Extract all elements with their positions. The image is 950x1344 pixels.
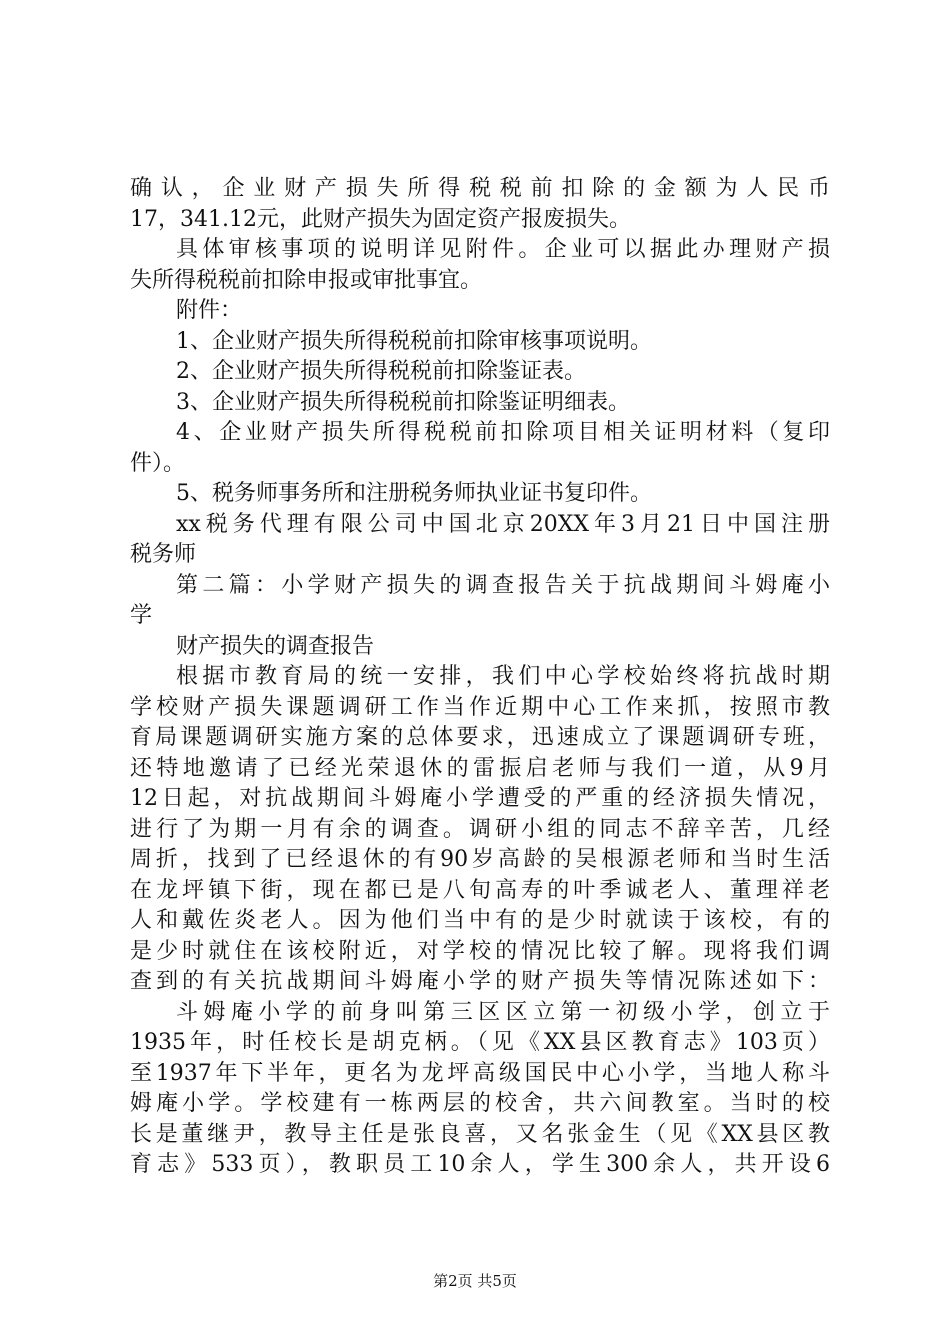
text-line: 人和戴佐炎老人。因为他们当中有的是少时就读于该校，有的 (130, 908, 830, 933)
text-line: 查到的有关抗战期间斗姆庵小学的财产损失等情况陈述如下： (130, 969, 830, 994)
text-line: 件）。 (130, 450, 186, 476)
text-line: 是少时就住在该校附近，对学校的情况比较了解。现将我们调 (130, 938, 830, 964)
text-line: 17，341.12元，此财产损失为固定资产报废损失。 (130, 206, 631, 232)
text-line: 长是董继尹，教导主任是张良喜，又名张金生（见《XX县区教 (130, 1121, 830, 1147)
text-line: xx税务代理有限公司中国北京20XX年3月21日中国注册 (176, 511, 830, 537)
section-heading: 第二篇：小学财产损失的调查报告关于抗战期间斗姆庵小 (176, 572, 830, 598)
text-line: 在龙坪镇下街，现在都已是八旬高寿的叶季诚老人、董理祥老 (130, 877, 830, 903)
page-number-footer: 第2页 共5页 (433, 1272, 517, 1290)
text-line: 学校财产损失课题调研工作当作近期中心工作来抓，按照市教 (130, 694, 830, 720)
text-line: 4、企业财产损失所得税税前扣除项目相关证明材料（复印 (176, 420, 830, 445)
text-line: 斗姆庵小学的前身叫第三区区立第一初级小学，创立于 (176, 999, 830, 1025)
text-line: 至1937年下半年，更名为龙坪高级国民中心小学，当地人称斗 (130, 1060, 830, 1086)
text-line: 周折，找到了已经退休的有90岁高龄的吴根源老师和当时生活 (130, 847, 830, 872)
text-line: 附件： (176, 298, 243, 323)
text-line: 确认，企业财产损失所得税税前扣除的金额为人民币 (130, 176, 830, 201)
document-body (130, 174, 830, 1181)
text-line: 育志》533页），教职员工10余人，学生300余人，共开设6 (130, 1152, 830, 1177)
text-line: 5、税务师事务所和注册税务师执业证书复印件。 (176, 481, 652, 506)
text-line: 12日起，对抗战期间斗姆庵小学遭受的严重的经济损失情况， (130, 786, 830, 811)
report-title: 财产损失的调查报告 (176, 633, 375, 659)
text-line: 3、企业财产损失所得税税前扣除鉴证明细表。 (176, 389, 630, 415)
text-line: 失所得税税前扣除申报或审批事宜。 (130, 267, 483, 293)
text-line: 1、企业财产损失所得税税前扣除审核事项说明。 (176, 328, 652, 354)
text-line: 姆庵小学。学校建有一栋两层的校舍，共六间教室。当时的校 (130, 1091, 830, 1116)
text-line: 育局课题调研实施方案的总体要求，迅速成立了课题调研专班， (130, 725, 830, 750)
text-line: 还特地邀请了已经光荣退休的雷振启老师与我们一道，从9月 (130, 755, 830, 781)
section-heading-continued: 学 (130, 603, 153, 628)
text-line: 2、企业财产损失所得税税前扣除鉴证表。 (176, 359, 586, 384)
text-line: 税务师 (130, 542, 197, 567)
text-line: 根据市教育局的统一安排，我们中心学校始终将抗战时期 (176, 664, 830, 689)
text-line: 具体审核事项的说明详见附件。企业可以据此办理财产损 (176, 237, 830, 262)
text-line: 1935年，时任校长是胡克柄。（见《XX县区教育志》103页） (130, 1030, 830, 1055)
text-line: 进行了为期一月有余的调查。调研小组的同志不辞辛苦，几经 (130, 816, 830, 842)
